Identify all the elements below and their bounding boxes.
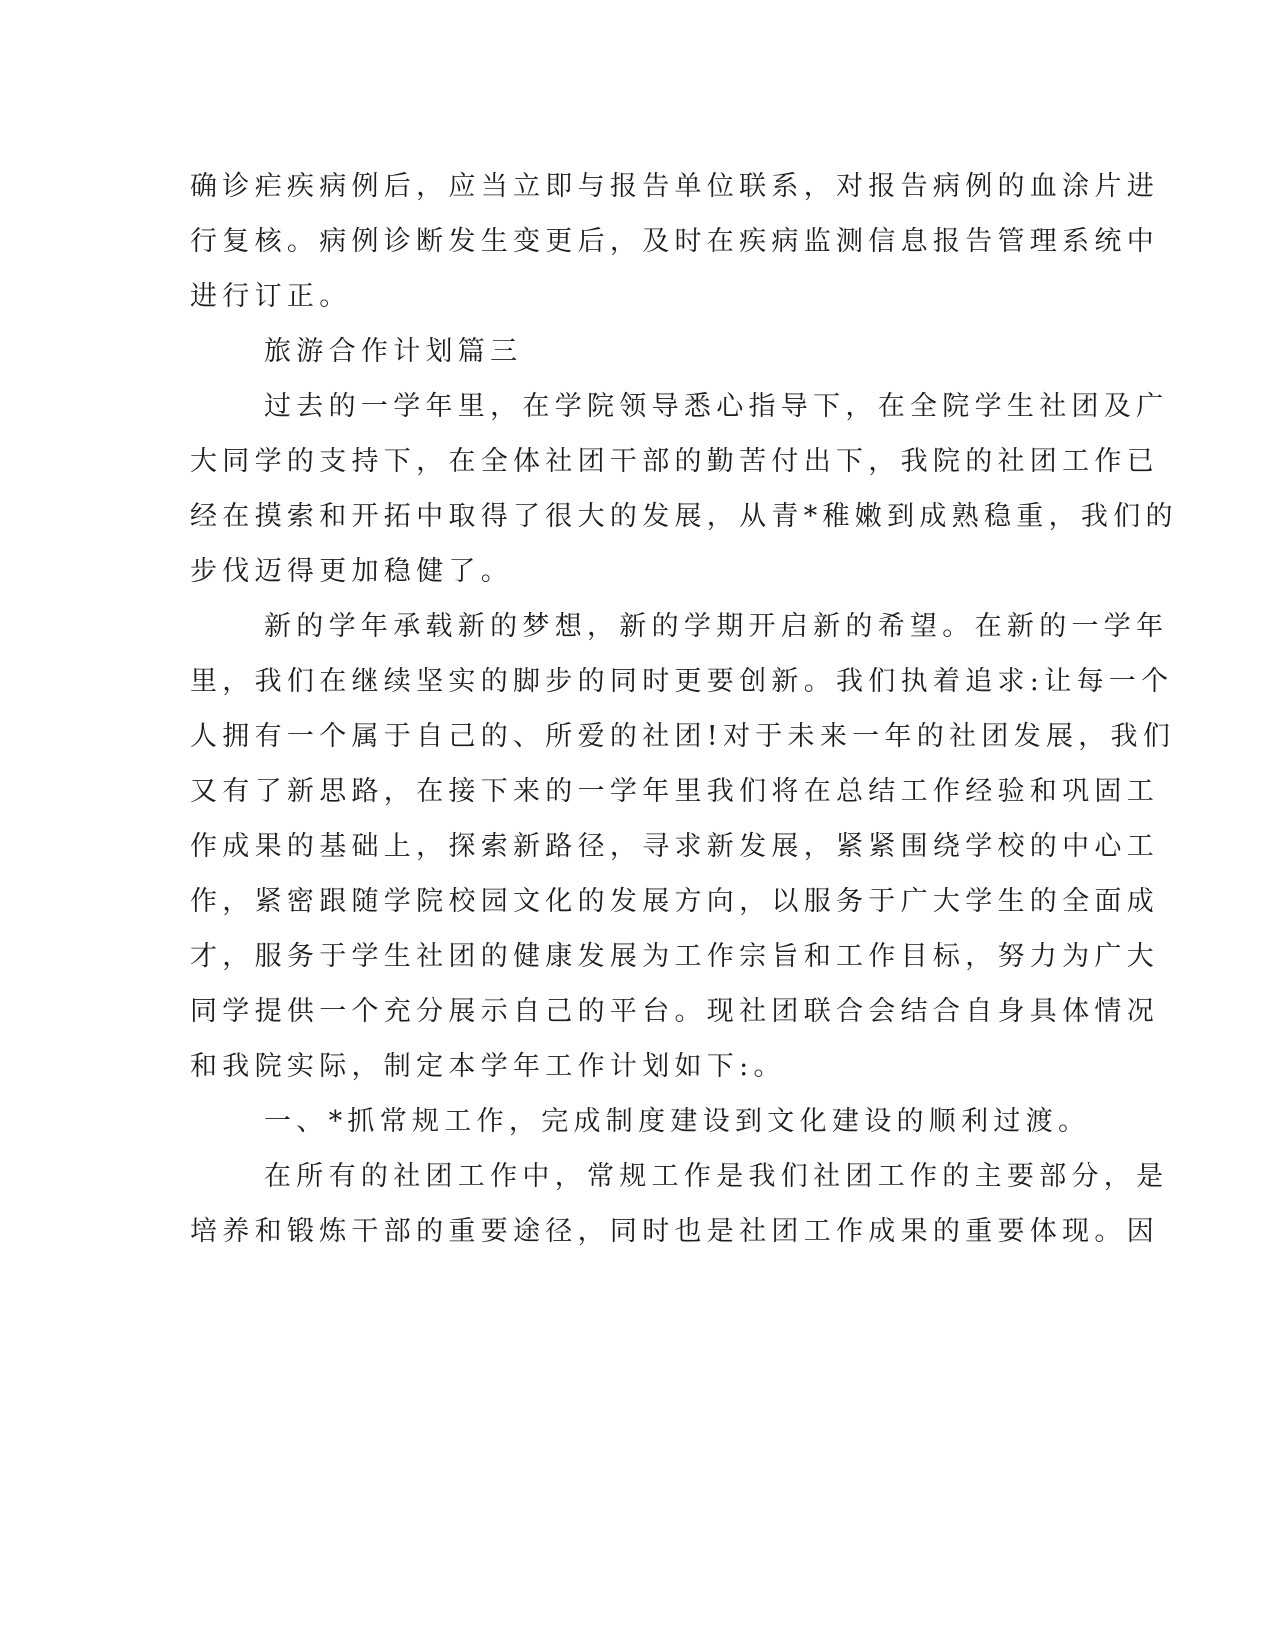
- section-heading: 旅游合作计划篇三: [264, 336, 523, 367]
- text-line: 步伐迈得更加稳健了。: [190, 556, 513, 587]
- text-line: 作成果的基础上，探索新路径，寻求新发展，紧紧围绕学校的中心工: [190, 831, 1159, 862]
- text-line: 新的学年承载新的梦想，新的学期开启新的希望。在新的一学年: [264, 611, 1169, 642]
- text-line: 作，紧密跟随学院校园文化的发展方向，以服务于广大学生的全面成: [190, 886, 1159, 917]
- text-line: 和我院实际，制定本学年工作计划如下:。: [190, 1051, 786, 1082]
- text-line: 同学提供一个充分展示自己的平台。现社团联合会结合自身具体情况: [190, 996, 1159, 1027]
- text-line: 进行订正。: [190, 281, 352, 312]
- text-line: 过去的一学年里，在学院领导悉心指导下，在全院学生社团及广: [264, 391, 1169, 422]
- text-line: 人拥有一个属于自己的、所爱的社团!对于未来一年的社团发展，我们: [190, 721, 1176, 752]
- text-line: 行复核。病例诊断发生变更后，及时在疾病监测信息报告管理系统中: [190, 226, 1159, 257]
- text-line: 才，服务于学生社团的健康发展为工作宗旨和工作目标，努力为广大: [190, 941, 1159, 972]
- text-line: 大同学的支持下，在全体社团干部的勤苦付出下，我院的社团工作已: [190, 446, 1159, 477]
- text-line: 经在摸索和开拓中取得了很大的发展，从青*稚嫩到成熟稳重，我们的: [190, 501, 1178, 532]
- text-line: 培养和锻炼干部的重要途径，同时也是社团工作成果的重要体现。因: [190, 1216, 1159, 1247]
- text-line: 在所有的社团工作中，常规工作是我们社团工作的主要部分，是: [264, 1161, 1169, 1192]
- text-line: 又有了新思路，在接下来的一学年里我们将在总结工作经验和巩固工: [190, 776, 1159, 807]
- text-line: 一、*抓常规工作，完成制度建设到文化建设的顺利过渡。: [264, 1106, 1091, 1137]
- text-line: 确诊疟疾病例后，应当立即与报告单位联系，对报告病例的血涂片进: [190, 171, 1159, 202]
- text-line: 里，我们在继续坚实的脚步的同时更要创新。我们执着追求:让每一个: [190, 666, 1174, 697]
